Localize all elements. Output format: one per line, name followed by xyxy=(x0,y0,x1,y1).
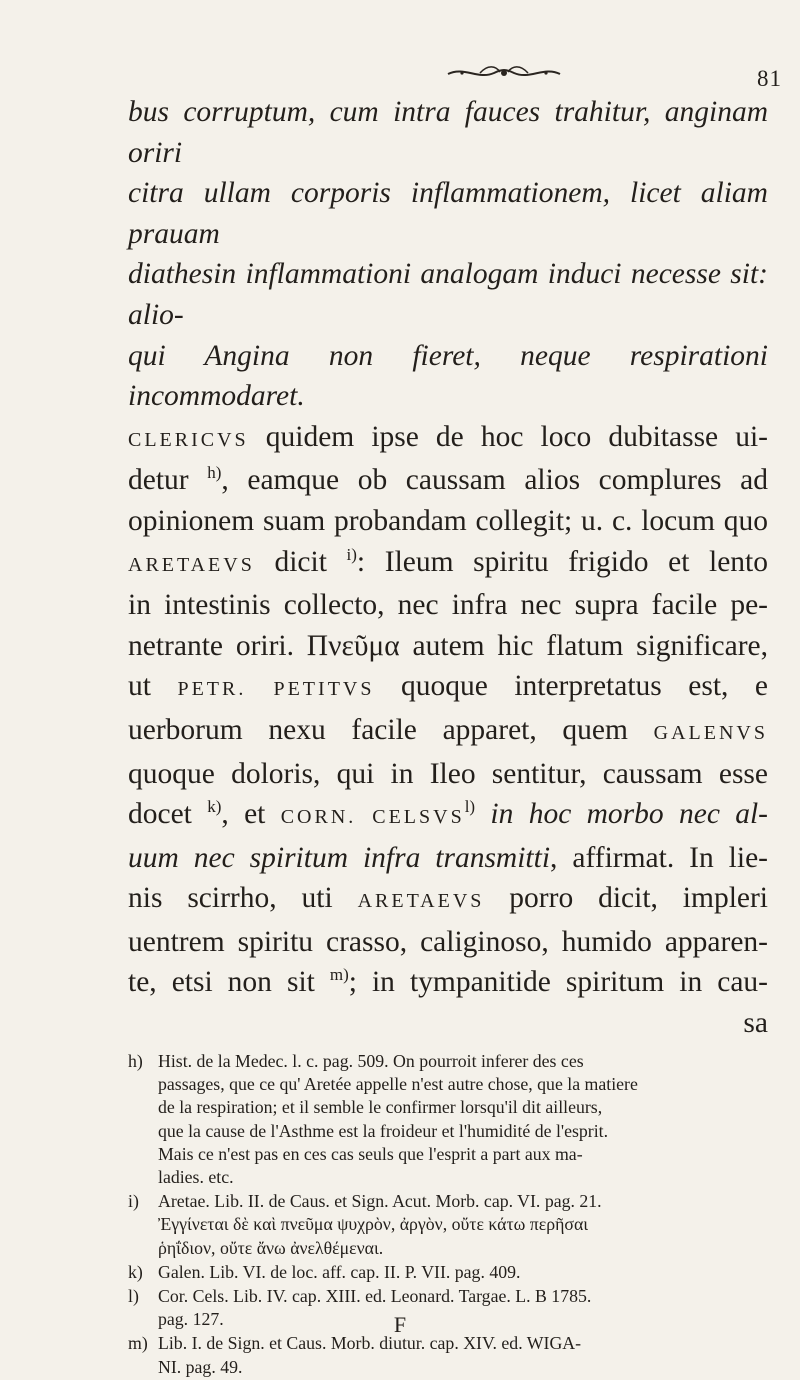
text-fragment: in hoc morbo nec al- xyxy=(475,798,769,831)
footnote-ref: k) xyxy=(207,797,222,817)
footnote-line: Galen. Lib. VI. de loc. aff. cap. II. P. VII. pag. 409. xyxy=(158,1261,521,1282)
text-line: in intestinis collecto, nec infra nec supra facile pe- xyxy=(128,589,768,622)
footnote xyxy=(128,1332,768,1378)
text-fragment: , affirmat. In lie- xyxy=(550,841,768,874)
footnote-mark: l) xyxy=(128,1286,139,1307)
header-ornament-icon xyxy=(444,62,564,84)
author-name: CLERICVS xyxy=(128,428,249,451)
footnote-line: passages, que ce qu' Aretée appelle n'est autre chose, que la matiere xyxy=(158,1074,638,1095)
page-number: 81 xyxy=(757,66,782,91)
footnote-mark: h) xyxy=(128,1051,143,1071)
author-name: ARETAEVS xyxy=(128,553,255,576)
text-line: citra ullam corporis inflammationem, licet aliam prauam xyxy=(128,177,768,250)
text-fragment: : Ileum spiritu frigido et lento xyxy=(356,545,768,578)
main-text-block xyxy=(128,92,768,1044)
greek-word: Πνεῦμα xyxy=(306,629,400,662)
footnote-text xyxy=(158,1190,768,1260)
footnote-mark: m) xyxy=(128,1333,148,1354)
text-line: quoque doloris, qui in Ileo sentitur, caussam esse xyxy=(128,757,768,790)
footnote-line: Ἐγγίνεται δὲ καὶ πνεῦμα ψυχρὸν, ἀργὸν, οὔτε κάτω περῆσαι xyxy=(158,1214,589,1235)
text-fragment: docet xyxy=(128,798,208,831)
text-fragment: netrante oriri. xyxy=(128,629,307,662)
text-fragment: uerborum nexu facile apparet, quem xyxy=(128,713,654,746)
footnote-text xyxy=(158,1332,768,1378)
text-fragment: dicit xyxy=(254,545,347,578)
text-line xyxy=(128,542,768,586)
text-fragment: porro dicit, impleri xyxy=(484,882,768,915)
author-name: GALENVS xyxy=(653,721,768,744)
text-line xyxy=(128,962,768,1003)
footnote-line: NI. pag. 49. xyxy=(158,1356,243,1377)
text-line xyxy=(128,417,768,461)
footnote-mark: k) xyxy=(128,1261,143,1282)
footnote xyxy=(128,1190,768,1260)
text-line xyxy=(128,460,768,501)
text-fragment: detur xyxy=(128,464,208,497)
footnote-line: ladies. etc. xyxy=(158,1167,234,1188)
footnote-mark: i) xyxy=(128,1191,139,1212)
footnote-line: que la cause de l'Asthme est la froideur et l'humidité de l'esprit. xyxy=(158,1120,609,1141)
footnote-line: Lib. I. de Sign. et Caus. Morb. diutur. cap. XIV. ed. WIGA- xyxy=(158,1333,582,1354)
text-fragment: , eamque ob caussam alios complures ad xyxy=(221,464,768,497)
catchword: sa xyxy=(743,1007,768,1040)
text-line: diathesin inflammationi analogam induci necesse sit: alio- xyxy=(128,258,768,331)
text-line xyxy=(128,666,768,710)
text-line xyxy=(128,626,768,667)
author-name: CORN. CELSVS xyxy=(280,806,465,829)
text-fragment: autem hic flatum significare, xyxy=(399,629,768,662)
text-fragment: ; in tympanitide spiritum in cau- xyxy=(348,966,768,999)
footnote-line: Hist. de la Medec. l. c. pag. 509. On pourroit inferer des ces xyxy=(158,1051,584,1071)
text-line xyxy=(128,710,768,754)
footnote xyxy=(128,1261,768,1284)
footnote-line: Aretae. Lib. II. de Caus. et Sign. Acut. Morb. cap. VI. pag. 21. xyxy=(158,1191,602,1212)
footnote-text xyxy=(158,1050,768,1189)
footnote-text xyxy=(158,1261,768,1284)
text-fragment: , et xyxy=(221,798,281,831)
footnote-ref: l) xyxy=(464,797,476,817)
text-fragment: quidem ipse de hoc loco dubitasse ui- xyxy=(248,420,768,453)
text-fragment: quoque interpretatus est, e xyxy=(374,670,768,703)
signature-mark: F xyxy=(393,1312,407,1337)
text-fragment: nis scirrho, uti xyxy=(128,882,358,915)
text-line xyxy=(128,878,768,922)
footnote xyxy=(128,1050,768,1189)
author-name: ARETAEVS xyxy=(357,890,485,913)
text-line xyxy=(128,794,768,838)
text-fragment: ut xyxy=(128,670,178,703)
text-line: opinionem suam probandam collegit; u. c. locum quo xyxy=(128,504,768,537)
footnote-ref: m) xyxy=(329,965,349,985)
author-name: PETR. PETITVS xyxy=(177,678,375,701)
footnote-line: de la respiration; et il semble le confirmer lorsqu'il dit ailleurs, xyxy=(158,1097,603,1118)
footnote-line: ῥηΐδιον, οὔτε ἄνω ἀνελθέμεναι. xyxy=(158,1237,384,1258)
footnote-line: pag. 127. xyxy=(158,1309,224,1330)
text-line: bus corruptum, cum intra fauces trahitur, anginam oriri xyxy=(128,96,768,169)
footnote-ref: h) xyxy=(207,463,222,483)
text-fragment: uum nec spiritum infra transmitti xyxy=(128,841,551,874)
text-line: uentrem spiritu crasso, caliginoso, humido apparen- xyxy=(128,925,768,958)
text-line xyxy=(128,838,768,879)
footnote-line: Cor. Cels. Lib. IV. cap. XIII. ed. Leonard. Targae. L. B 1785. xyxy=(158,1286,592,1307)
footnote-ref: i) xyxy=(346,544,357,564)
footnote-line: Mais ce n'est pas en ces cas seuls que l'esprit a part aux ma- xyxy=(158,1143,583,1164)
text-line: qui Angina non fieret, neque respirationi incommodaret. xyxy=(128,339,768,413)
text-fragment: te, etsi non sit xyxy=(128,966,330,999)
